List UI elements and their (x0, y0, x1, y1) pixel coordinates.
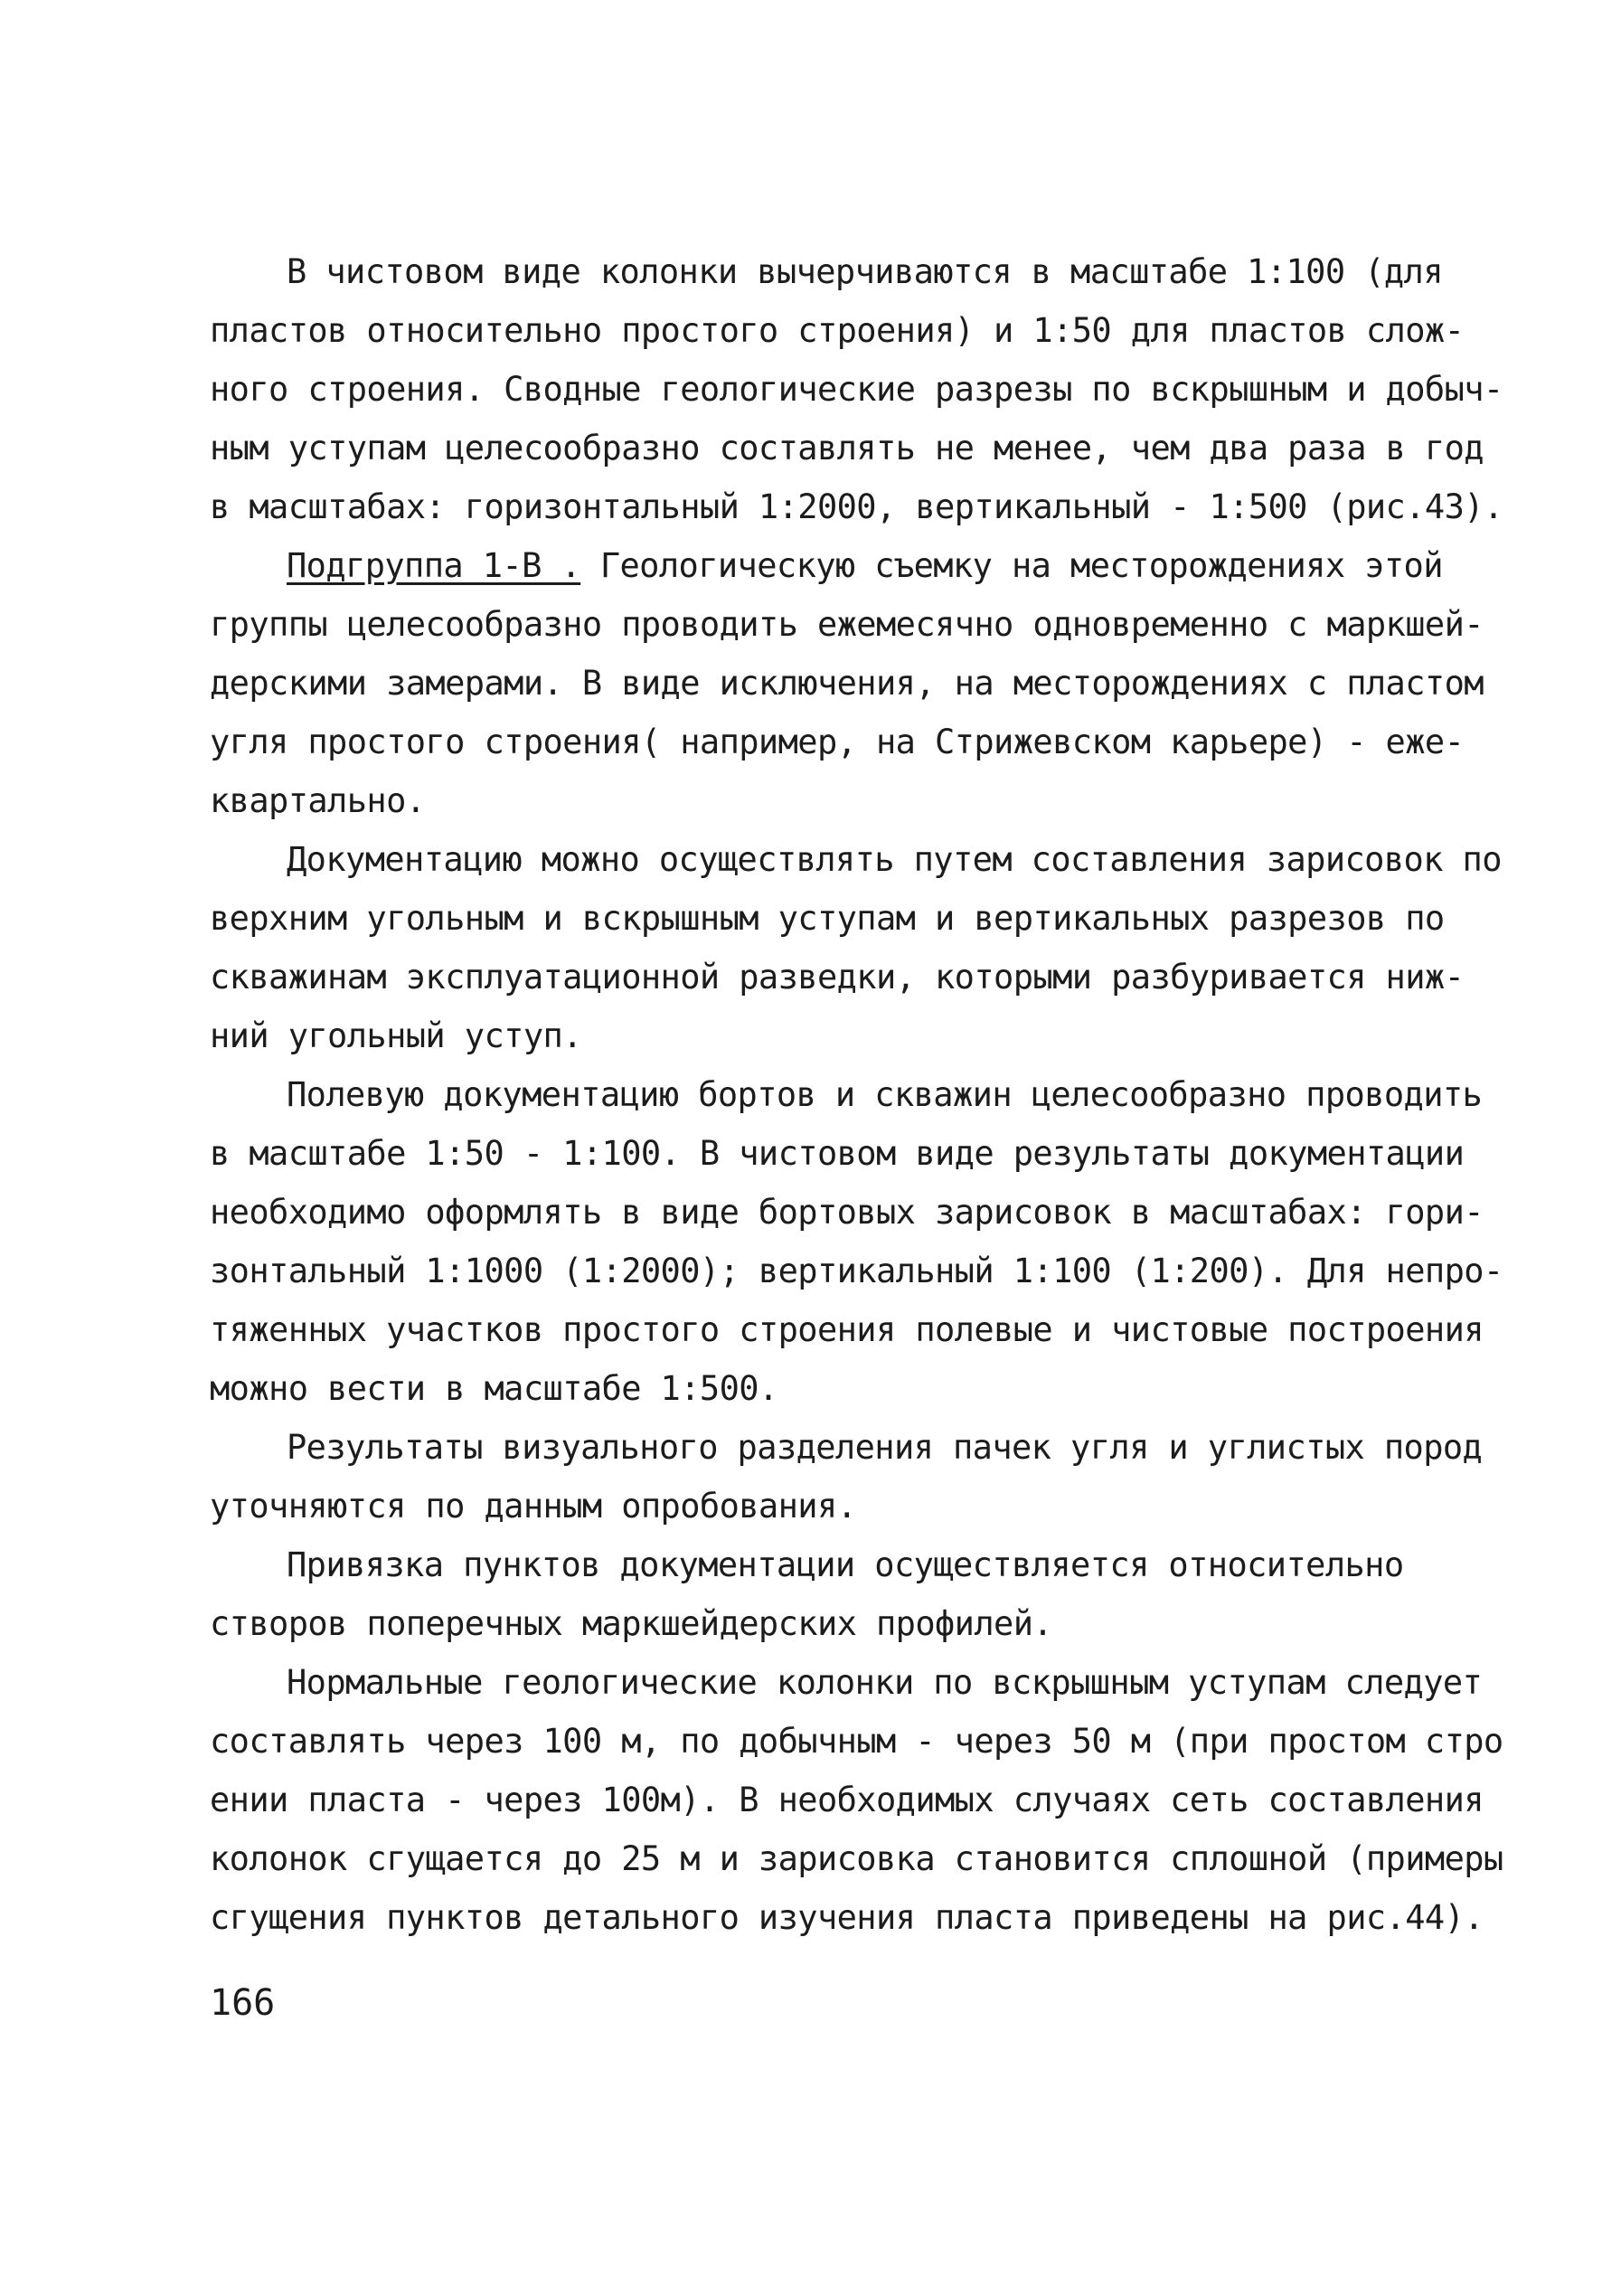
text-line: дерскими замерами. В виде исключения, на месторождениях с пластом (210, 664, 1484, 703)
text-line: колонок сгущается до 25 м и зарисовка становится сплошной (примеры (210, 1839, 1503, 1878)
paragraph-7 (210, 1653, 1503, 1947)
text-line: в масштабах: горизонтальный 1:2000, вертикальный - 1:500 (рис.43). (210, 487, 1503, 526)
text-line: можно вести в масштабе 1:500. (210, 1369, 778, 1408)
text-line: Привязка пунктов документации осуществляется относительно (287, 1545, 1404, 1584)
paragraph-4 (210, 1065, 1503, 1418)
text-line (210, 536, 1443, 595)
text-line: ении пласта - через 100м). В необходимых случаях сеть составления (210, 1781, 1484, 1819)
text-line: группы целесообразно проводить ежемесячно одновременно с маркшей- (210, 605, 1484, 644)
text-line: ний угольный уступ. (210, 1016, 582, 1055)
text-line: необходимо оформлять в виде бортовых зарисовок в масштабах: гори- (210, 1193, 1484, 1232)
text-line: ным уступам целесообразно составлять не менее, чем два раза в год (210, 429, 1484, 468)
text-line: ного строения. Сводные геологические разрезы по вскрышным и добыч- (210, 370, 1503, 409)
subgroup-heading: Подгруппа 1-В . (287, 546, 581, 585)
text-line: квартально. (210, 781, 426, 820)
paragraph-3 (210, 830, 1502, 1065)
text-line: составлять через 100 м, по добычным - через 50 м (при простом стро (210, 1722, 1503, 1761)
paragraph-2 (210, 536, 1484, 830)
page-number: 166 (210, 1982, 276, 2024)
text-line: скважинам эксплуатационной разведки, которыми разбуривается ниж- (210, 958, 1465, 997)
text-line: тяженных участков простого строения полевые и чистовые построения (210, 1310, 1484, 1349)
paragraph-6 (210, 1535, 1412, 1653)
text-line: в масштабе 1:50 - 1:100. В чистовом виде результаты документации (210, 1134, 1465, 1173)
body-text (210, 242, 1503, 1947)
text-line: сгущения пунктов детального изучения пласта приведены на рис.44). (210, 1898, 1484, 1937)
text-line: зонтальный 1:1000 (1:2000); вертикальный 1:100 (1:200). Для непро- (210, 1252, 1503, 1290)
text-line-rest: Геологическую съемку на месторождениях этой (580, 546, 1443, 585)
text-line: створов поперечных маркшейдерских профилей. (210, 1604, 1053, 1643)
text-line: Нормальные геологические колонки по вскрышным уступам следует (287, 1663, 1483, 1702)
text-line: Результаты визуального разделения пачек угля и углистых пород (287, 1428, 1483, 1467)
text-line: В чистовом виде колонки вычерчиваются в масштабе 1:100 (для (287, 252, 1443, 291)
paragraph-5 (210, 1418, 1483, 1535)
paragraph-1 (210, 242, 1503, 536)
text-line: пластов относительно простого строения) и 1:50 для пластов слож- (210, 311, 1465, 350)
text-line: уточняются по данным опробования. (210, 1487, 857, 1526)
text-line: Документацию можно осуществлять путем составления зарисовок по (287, 840, 1502, 879)
text-line: угля простого строения( например, на Стрижевском карьере) - еже- (210, 723, 1465, 761)
text-line: верхним угольным и вскрышным уступам и вертикальных разрезов по (210, 899, 1445, 938)
text-line: Полевую документацию бортов и скважин целесообразно проводить (287, 1075, 1483, 1114)
